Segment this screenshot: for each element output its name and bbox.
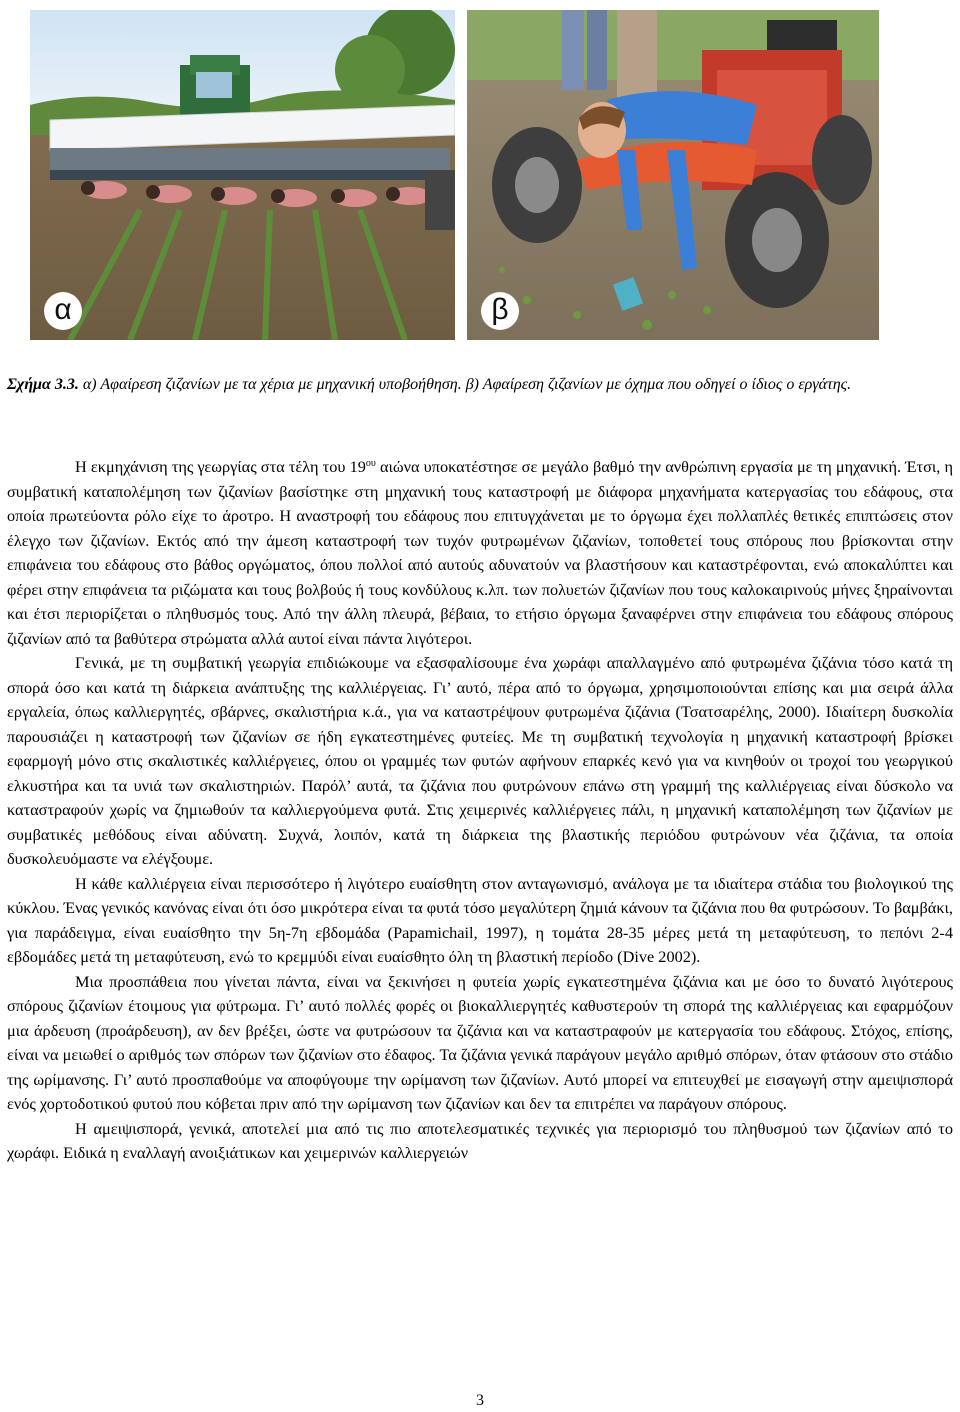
page-number: 3 xyxy=(476,1392,484,1409)
superscript-ou: ου xyxy=(365,458,376,469)
paragraph-1-start: Η εκμηχάνιση της γεωργίας στα τέλη του 19 xyxy=(75,457,366,476)
paragraph-1-rest: αιώνα υποκατέστησε σε μεγάλο βαθμό την ανθρώπινη εργασία με τη μηχανική. Έτσι, η συμβατική καταπολέμηση των ζιζανίων βασίστηκε στη μηχανική τους καταστροφή με διάφορα μηχανήματα κατεργασίας του εδάφους, στα οποία πρωτεύοντα ρόλο είχε το άροτρο. Η αναστροφή του εδάφους που επιτυγχάνεται με το όργωμα έχει πολλαπλές θετικές επιπτώσεις στον έλεγχο των ζιζανίων. Εκτός από την άμεση καταστροφή των τυχόν φυτρωμένων ζιζανίων, τοποθετεί τους σπόρους που βρίσκονται στην επιφάνεια του εδάφους στο βάθος οργώματος, όπου πολλοί από αυτούς αδυνατούν να βλαστήσουν και καταστρέφονται, ενώ αποκαλύπτει και φέρει στην επιφάνεια τα ριζώματα και τους βολβούς ή τους κονδύλους κ.λπ. των πολυετών ζιζανίων που τους καλοκαιρινούς μήνες ξηραίνονται και έτσι περιορίζεται ο πληθυσμός τους. Από την άλλη πλευρά, βέβαια, το ετήσιο όργωμα ξαναφέρνει στην επιφάνεια του εδάφους σπόρους ζιζανίων από τα βαθύτερα στρώματα αλλά αυτοί είναι πάντα λιγότεροι. xyxy=(7,457,954,648)
photo-hand-weeding-machine xyxy=(30,10,455,340)
hand-weeding-photo-illustration xyxy=(30,10,455,340)
caption-text: α) Αφαίρεση ζιζανίων με τα χέρια με μηχανική υποβοήθηση. β) Αφαίρεση ζιζανίων με όχημα που οδηγεί ο ίδιος ο εργάτης. xyxy=(78,376,852,393)
photo-weeding-vehicle xyxy=(467,10,879,340)
paragraph-2: Γενικά, με τη συμβατική γεωργία επιδιώκουμε να εξασφαλίσουμε ένα χωράφι απαλλαγμένο από φυτρωμένα ζιζάνια τόσο κατά τη σπορά όσο και κατά τη διάρκεια ανάπτυξης της καλλιέργειας. Γι’ αυτό, πέρα από το όργωμα, χρησιμοποιούνται επίσης και μια σειρά άλλα εργαλεία, όπως καλλιεργητές, σβάρνες, σκαλιστήρια κ.ά., για να καταστρέψουν φυτρωμένα ζιζάνια (Τσατσαρέλης, 2000). Ιδιαίτερη δυσκολία παρουσιάζει η καταστροφή των ζιζανίων σε ήδη εγκατεστημένες φυτείες. Με τη συμβατική τεχνολογία η μηχανική καταστροφή βρίσκει εφαρμογή μόνο στις σκαλιστικές καλλιέργειες, όπου οι γραμμές των φυτών αφήνουν επαρκές κενό για να κινηθούν οι τροχοί του γεωργικού ελκυστήρα και τα υνιά των σκαλιστηριών. Παρόλ’ αυτά, τα ζιζάνια που φυτρώνουν επάνω στη γραμμή της καλλιέργειας είναι δύσκολο να καταστραφούν χωρίς να ζημιωθούν τα καλλιεργούμενα φυτά. Στις χειμερινές καλλιέργειες πάλι, η μηχανική καταπολέμηση των ζιζανίων με συμβατικές μεθόδους είναι αδύνατη. Συχνά, λοιπόν, κατά τη διάρκεια της βλαστικής περιόδου φυτρώνουν νέα ζιζάνια, τα οποία δυσκολευόμαστε να ελέγξουμε. xyxy=(7,653,953,868)
caption-label: Σχήμα 3.3. xyxy=(7,376,79,393)
body-text xyxy=(7,455,953,1166)
figure-3-3 xyxy=(0,10,960,340)
paragraph-5: Η αμειψισπορά, γενικά, αποτελεί μια από τις πιο αποτελεσματικές τεχνικές για περιορισμό του πληθυσμού των ζιζανίων από το χωράφι. Ειδικά η εναλλαγή ανοιξιάτικων και χειμερινών καλλιεργειών xyxy=(7,1118,953,1162)
figure-caption xyxy=(7,374,953,396)
photo-label-b: β xyxy=(481,292,519,330)
paragraph-3: Η κάθε καλλιέργεια είναι περισσότερο ή λιγότερο ευαίσθητη στον ανταγωνισμό, ανάλογα με τα ιδιαίτερα στάδια του βιολογικού της κύκλου. Ένας γενικός κανόνας είναι ότι όσο μικρότερα είναι τα φυτά τόσο μεγαλύτερη ζημιά κάνουν τα ζιζάνια που θα φυτρώσουν. Το βαμβάκι, για παράδειγμα, είναι ευαίσθητο την 5η-7η εβδομάδα (Papamichail, 1997), η τομάτα 28-35 μέρες μετά τη μεταφύτευση, το πεπόνι 2-4 εβδομάδες μετά τη μεταφύτευση, ενώ το κρεμμύδι είναι ευαίσθητο όλη τη βλαστική περίοδο (Dive 2002). xyxy=(7,873,953,966)
paragraph-1 xyxy=(7,455,953,651)
photo-label-a: α xyxy=(44,292,82,330)
paragraph-4: Μια προσπάθεια που γίνεται πάντα, είναι να ξεκινήσει η φυτεία χωρίς εγκατεστημένα ζιζάνια και με όσο το δυνατό λιγότερους σπόρους ζιζανίων έτοιμους για φύτρωμα. Γι’ αυτό πολλές φορές οι βιοκαλλιεργητές καθυστερούν τη σπορά της καλλιέργειας και εφαρμόζουν μια άρδευση (προάρδευση), αν δεν βρέξει, ώστε να φυτρώσουν τα ζιζάνια και να καταστραφούν με κατεργασία του εδάφους. Στόχος, επίσης, είναι να μειωθεί ο αριθμός των σπόρων των ζιζανίων στο έδαφος. Τα ζιζάνια γενικά παράγουν μεγάλο αριθμό σπόρων, όταν φτάσουν στο στάδιο της ωρίμανσης. Γι’ αυτό προσπαθούμε να αποφύγουμε την ωρίμανση των ζιζανίων. Αυτό μπορεί να επιτευχθεί με εισαγωγή στην αμειψισπορά ενός χορτοδοτικού φυτού που κόβεται πριν από την ωρίμανση των ζιζανίων και δεν τα επιτρέπει να παράγουν σπόρους. xyxy=(7,971,953,1113)
weeding-vehicle-photo-illustration xyxy=(467,10,879,340)
